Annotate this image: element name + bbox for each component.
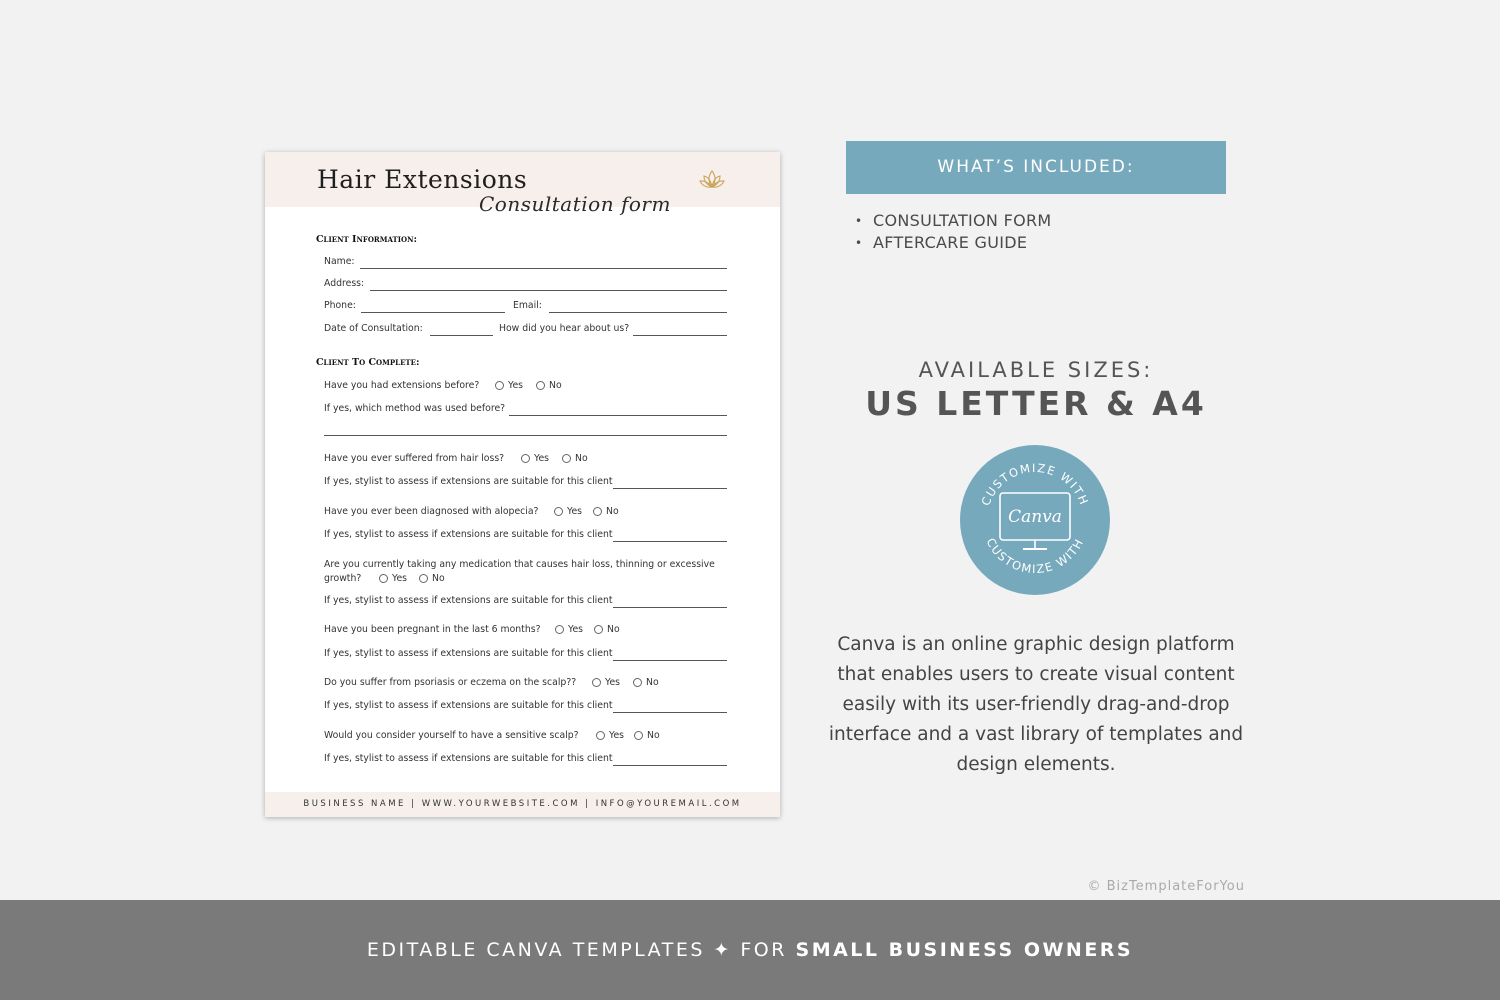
question-label: Have you been pregnant in the last 6 months? [324,624,541,635]
radio-button[interactable] [633,678,642,687]
phone-field[interactable] [361,312,505,313]
customize-with-canva-badge [960,445,1110,595]
no-option[interactable] [633,677,659,688]
followup-label: If yes, stylist to assess if extensions are suitable for this client [324,595,613,606]
radio-button[interactable] [594,625,603,634]
question-label: Have you ever been diagnosed with alopecia? [324,506,539,517]
copyright-text: © BizTemplateForYou [1087,879,1245,894]
option-label: Yes [568,624,584,635]
yes-option[interactable] [554,506,582,517]
date-field[interactable] [430,335,493,336]
included-item: • AFTERCARE GUIDE [855,232,1052,254]
followup-field[interactable] [613,541,727,542]
radio-button[interactable] [593,507,602,516]
form-title: Hair Extensions [317,165,528,194]
followup-label: If yes, stylist to assess if extensions are suitable for this client [324,476,613,487]
client-information-heading: Client Information: [316,234,418,245]
radio-button[interactable] [379,574,388,583]
no-option[interactable] [419,573,445,584]
form-footer: BUSINESS NAME | WWW.YOURWEBSITE.COM | INFO@YOUREMAIL.COM [265,792,780,817]
option-label: Yes [392,573,408,584]
followup-medication [324,595,728,609]
whats-included-banner: WHAT’S INCLUDED: [846,141,1226,194]
followup-field[interactable] [613,660,727,661]
phone-email-row [324,300,728,314]
question-label: If yes, which method was used before? [324,403,506,414]
radio-button[interactable] [562,454,571,463]
bottom-banner-text: EDITABLE CANVA TEMPLATES ✦ FOR [366,939,796,961]
followup-label: If yes, stylist to assess if extensions are suitable for this client [324,648,613,659]
no-option[interactable] [536,380,562,391]
question-method [324,403,728,417]
method-extra-line[interactable] [324,435,727,436]
radio-button[interactable] [419,574,428,583]
bottom-banner [0,900,1500,1000]
address-row [324,278,728,292]
yes-option[interactable] [379,573,407,584]
option-label: No [575,453,588,464]
followup-field[interactable] [613,712,727,713]
no-option[interactable] [594,624,620,635]
followup-field[interactable] [613,488,727,489]
question-hair-loss [324,453,728,467]
bottom-banner-bold-text: SMALL BUSINESS OWNERS [795,939,1134,961]
client-to-complete-heading: Client To Complete: [316,357,420,368]
question-label: Have you had extensions before? [324,380,480,391]
question-label: Have you ever suffered from hair loss? [324,453,505,464]
radio-button[interactable] [592,678,601,687]
yes-option[interactable] [495,380,523,391]
no-option[interactable] [562,453,588,464]
followup-label: If yes, stylist to assess if extensions are suitable for this client [324,529,613,540]
option-label: No [607,624,620,635]
name-label: Name: [324,256,355,267]
form-subtitle: Consultation form [479,192,671,216]
question-label: Would you consider yourself to have a sensitive scalp? [324,730,579,741]
question-psoriasis [324,677,728,691]
available-sizes-value: US LETTER & A4 [865,384,1207,423]
radio-button[interactable] [634,731,643,740]
option-label: Yes [534,453,550,464]
yes-option[interactable] [592,677,620,688]
method-extra-line-row [324,423,728,437]
radio-button[interactable] [555,625,564,634]
question-label: Are you currently taking any medication that causes hair loss, thinning or excessive [324,559,715,570]
option-label: Yes [567,506,583,517]
followup-field[interactable] [613,607,727,608]
available-sizes-label: AVAILABLE SIZES: [918,358,1154,382]
question-alopecia [324,506,728,520]
date-label: Date of Consultation: [324,323,423,334]
no-option[interactable] [634,730,660,741]
consultation-form-document [265,152,780,817]
question-medication-line2 [324,573,728,587]
email-label: Email: [513,300,542,311]
canva-wordmark: Canva [1008,507,1062,527]
yes-option[interactable] [596,730,624,741]
radio-button[interactable] [596,731,605,740]
followup-sensitive-scalp [324,753,728,767]
option-label: Yes [605,677,621,688]
option-label: No [549,380,562,391]
question-extensions [324,380,728,394]
question-label: growth? [324,573,362,584]
option-label: No [606,506,619,517]
badge-ring-text-top: CUSTOMIZE WITH [978,460,1092,508]
lotus-icon [699,168,725,192]
option-label: No [646,677,659,688]
badge-ring-text-bottom: CUSTOMIZE WITH [983,535,1087,577]
question-label: Do you suffer from psoriasis or eczema on the scalp?? [324,677,577,688]
followup-label: If yes, stylist to assess if extensions are suitable for this client [324,753,613,764]
followup-alopecia [324,529,728,543]
question-medication-line1 [324,559,728,573]
canva-description: Canva is an online graphic design platform that enables users to create visual content easily with its user-friendly drag-and-drop interface and a vast library of templates and design elements. [828,634,1244,775]
followup-hair-loss [324,476,728,490]
address-field[interactable] [370,290,727,291]
date-hear-row [324,323,728,337]
included-item: • CONSULTATION FORM [855,210,1052,232]
followup-field[interactable] [613,765,727,766]
phone-label: Phone: [324,300,356,311]
hear-field[interactable] [633,335,727,336]
yes-option[interactable] [521,453,549,464]
name-field[interactable] [360,268,727,269]
radio-button[interactable] [536,381,545,390]
radio-button[interactable] [554,507,563,516]
option-label: Yes [609,730,625,741]
email-field[interactable] [549,312,727,313]
question-sensitive-scalp [324,730,728,744]
address-label: Address: [324,278,365,289]
included-list [855,210,1052,254]
option-label: Yes [508,380,524,391]
question-pregnant [324,624,728,638]
hear-label: How did you hear about us? [499,323,630,334]
followup-pregnant [324,648,728,662]
followup-label: If yes, stylist to assess if extensions are suitable for this client [324,700,613,711]
option-label: No [432,573,445,584]
option-label: No [647,730,660,741]
yes-option[interactable] [555,624,583,635]
no-option[interactable] [593,506,619,517]
name-row [324,256,728,270]
radio-button[interactable] [521,454,530,463]
radio-button[interactable] [495,381,504,390]
followup-psoriasis [324,700,728,714]
method-field[interactable] [509,415,727,416]
